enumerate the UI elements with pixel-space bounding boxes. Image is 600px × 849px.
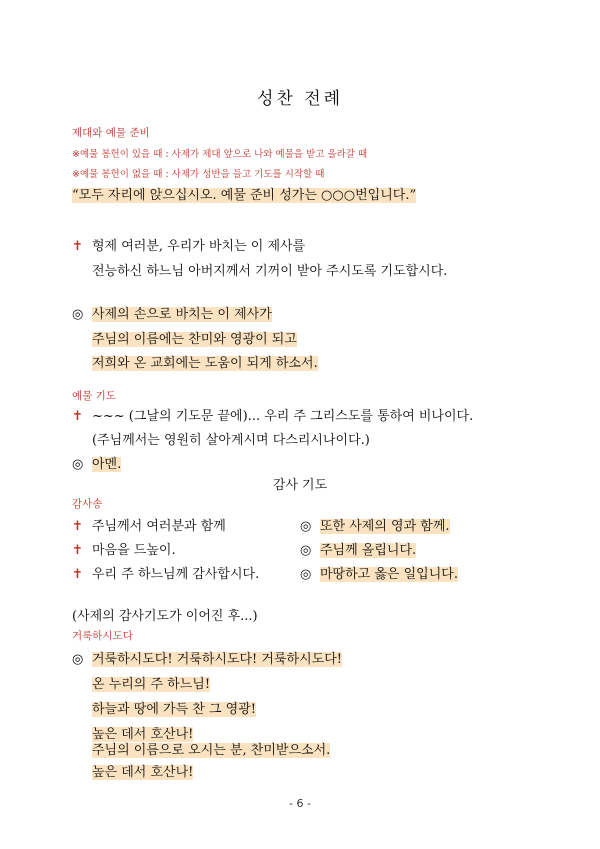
dialogue-row-1-people: ◎ 또한 사제의 영과 함께. (300, 519, 450, 534)
double-circle-icon: ◎ (72, 307, 84, 322)
dialogue-row-3-people: ◎ 마땅하고 옳은 일입니다. (300, 567, 458, 582)
sanctus-line-3: 하늘과 땅에 가득 찬 그 영광! (92, 702, 257, 717)
sanctus-line-5: 주님의 이름으로 오시는 분, 찬미받으소서. (92, 743, 331, 758)
sanctus-heading: 거룩하시도다 (72, 630, 133, 642)
cross-icon: ✝ (72, 239, 83, 254)
offering-note-1: ※예물 봉헌이 있을 때 : 사제가 제대 앞으로 나와 예물을 받고 올라갈 때 (72, 149, 368, 160)
sanctus-line-2: 온 누리의 주 하느님! (92, 677, 211, 692)
double-circle-icon: ◎ (300, 567, 312, 582)
dialogue-row-3-priest: ✝ 우리 주 하느님께 감사합시다. (72, 567, 260, 582)
dialogue-row-1-priest: ✝ 주님께서 여러분과 함께 (72, 519, 226, 534)
response-line-3: 저희와 온 교회에는 도움이 되게 하소서. (92, 356, 318, 371)
cross-icon: ✝ (72, 409, 83, 424)
offering-prayer-line-1: ✝ ~~~ (그날의 기도문 끝에)... 우리 주 그리스도를 통하여 비나이다. (72, 409, 474, 424)
double-circle-icon: ◎ (72, 652, 84, 667)
offering-prep-heading: 제대와 예물 준비 (72, 127, 150, 139)
response-line-2: 주님의 이름에는 찬미와 영광이 되고 (92, 332, 297, 347)
thanksgiving-title: 감사 기도 (272, 478, 328, 493)
invitation-line-1: ✝ 형제 여러분, 우리가 바치는 이 제사를 (72, 239, 306, 254)
sanctus-line-4: 높은 데서 호산나! (92, 727, 194, 742)
invitation-line-2: 전능하신 하느님 아버지께서 기꺼이 받아 주시도록 기도합시다. (92, 264, 448, 279)
amen-line: ◎ 아멘. (72, 457, 122, 472)
cross-icon: ✝ (72, 543, 83, 558)
after-note: (사제의 감사기도가 이어진 후...) (72, 609, 258, 624)
sanctus-line-6: 높은 데서 호산나! (92, 765, 194, 780)
cross-icon: ✝ (72, 567, 83, 582)
offering-note-2: ※예물 봉헌이 없을 때 : 사제가 성반을 들고 기도를 시작할 때 (72, 169, 325, 180)
double-circle-icon: ◎ (300, 519, 312, 534)
double-circle-icon: ◎ (300, 543, 312, 558)
dialogue-row-2-people: ◎ 주님께 올립니다. (300, 543, 417, 558)
page-number: - 6 - (289, 797, 311, 810)
page-title: 성찬 전례 (256, 89, 344, 109)
announcement (72, 184, 416, 203)
announcement-text: “모두 자리에 앉으십시오. 예물 준비 성가는 ○○○번입니다.” (72, 188, 417, 203)
double-circle-icon: ◎ (72, 457, 84, 472)
preface-heading: 감사송 (72, 498, 103, 510)
dialogue-row-2-priest: ✝ 마음을 드높이. (72, 543, 176, 558)
cross-icon: ✝ (72, 519, 83, 534)
offering-prayer-line-2: (주님께서는 영원히 살아계시며 다스리시나이다.) (92, 433, 370, 448)
sanctus-line-1: ◎ 거룩하시도다! 거룩하시도다! 거룩하시도다! (72, 652, 342, 667)
response-line-1: ◎ 사제의 손으로 바치는 이 제사가 (72, 307, 272, 322)
offering-prayer-heading: 예물 기도 (72, 390, 116, 402)
